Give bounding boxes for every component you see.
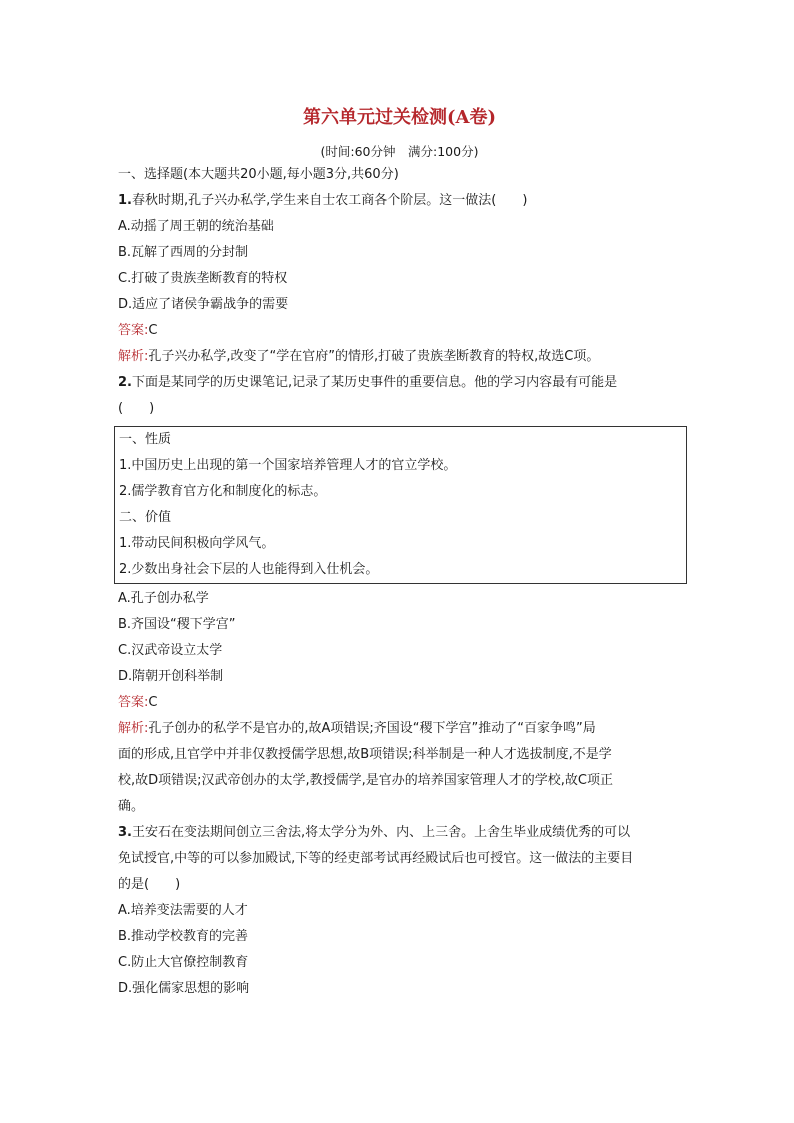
question-1 [118, 188, 681, 370]
notes-line: 2.少数出身社会下层的人也能得到入仕机会。 [119, 562, 379, 577]
option-a: A.培养变法需要的人才 [118, 903, 248, 918]
question-text: 王安石在变法期间创立三舍法,将太学分为外、内、上三舍。上舍生毕业成绩优秀的可以 [131, 825, 631, 840]
question-text: 春秋时期,孔子兴办私学,学生来自士农工商各个阶层。这一做法( ) [131, 193, 528, 208]
notes-line: 1.中国历史上出现的第一个国家培养管理人才的官立学校。 [119, 458, 457, 473]
analysis-text: 孔子创办的私学不是官办的,故A项错误;齐国设“稷下学宫”推动了“百家争鸣”局 [148, 721, 596, 736]
option-a: A.动摇了周王朝的统治基础 [118, 219, 274, 234]
option-b: B.瓦解了西周的分封制 [118, 245, 249, 260]
option-d: D.隋朝开创科举制 [118, 669, 224, 684]
answer-label: 答案: [118, 323, 149, 338]
question-3 [118, 820, 681, 1002]
notes-line: 2.儒学教育官方化和制度化的标志。 [119, 484, 327, 499]
question-stem-cont: 免试授官,中等的可以参加殿试,下等的经吏部考试再经殿试后也可授官。这一做法的主要目 [118, 851, 634, 866]
notes-line: 二、价值 [119, 510, 172, 525]
option-b: B.齐国设“稷下学宫” [118, 617, 236, 632]
option-d: D.适应了诸侯争霸战争的需要 [118, 297, 289, 312]
analysis-cont: 确。 [118, 799, 145, 814]
question-stem-cont: ( ) [118, 401, 155, 416]
question-number: 1. [118, 193, 132, 208]
analysis-cont: 面的形成,且官学中并非仅教授儒学思想,故B项错误;科举制是一种人才选拔制度,不是学 [118, 747, 612, 762]
page-title: 第六单元过关检测(A卷) [303, 107, 496, 128]
question-text: 下面是某同学的历史课笔记,记录了某历史事件的重要信息。他的学习内容最有可能是 [131, 375, 618, 390]
answer [118, 690, 681, 716]
analysis-cont: 校,故D项错误;汉武帝创办的太学,教授儒学,是官办的培养国家管理人才的学校,故C项正 [118, 773, 613, 788]
option-d: D.强化儒家思想的影响 [118, 981, 250, 996]
option-a: A.孔子创办私学 [118, 591, 209, 606]
question-number: 2. [118, 375, 132, 390]
option-c: C.防止大官僚控制教育 [118, 955, 249, 970]
notes-line: 一、性质 [119, 432, 172, 447]
question-2 [118, 370, 681, 820]
option-b: B.推动学校教育的完善 [118, 929, 249, 944]
option-c: C.打破了贵族垄断教育的特权 [118, 271, 288, 286]
question-stem [118, 820, 681, 846]
answer-label: 答案: [118, 695, 149, 710]
exam-info: (时间:60分钟 满分:100分) [320, 144, 479, 159]
answer-value: C [148, 323, 158, 338]
question-stem-cont: 的是( ) [118, 877, 181, 892]
answer-value: C [148, 695, 158, 710]
section-heading: 一、选择题(本大题共20小题,每小题3分,共60分) [118, 167, 399, 182]
analysis-text: 孔子兴办私学,改变了“学在官府”的情形,打破了贵族垄断教育的特权,故选C项。 [148, 349, 600, 364]
answer [118, 318, 681, 344]
document-page [118, 104, 681, 1002]
analysis [118, 716, 681, 742]
question-number: 3. [118, 825, 132, 840]
question-stem [118, 370, 681, 396]
option-c: C.汉武帝设立太学 [118, 643, 223, 658]
analysis-label: 解析: [118, 721, 149, 736]
analysis [118, 344, 681, 370]
notes-line: 1.带动民间积极向学风气。 [119, 536, 275, 551]
notes-box [114, 426, 687, 584]
question-stem [118, 188, 681, 214]
analysis-label: 解析: [118, 349, 149, 364]
